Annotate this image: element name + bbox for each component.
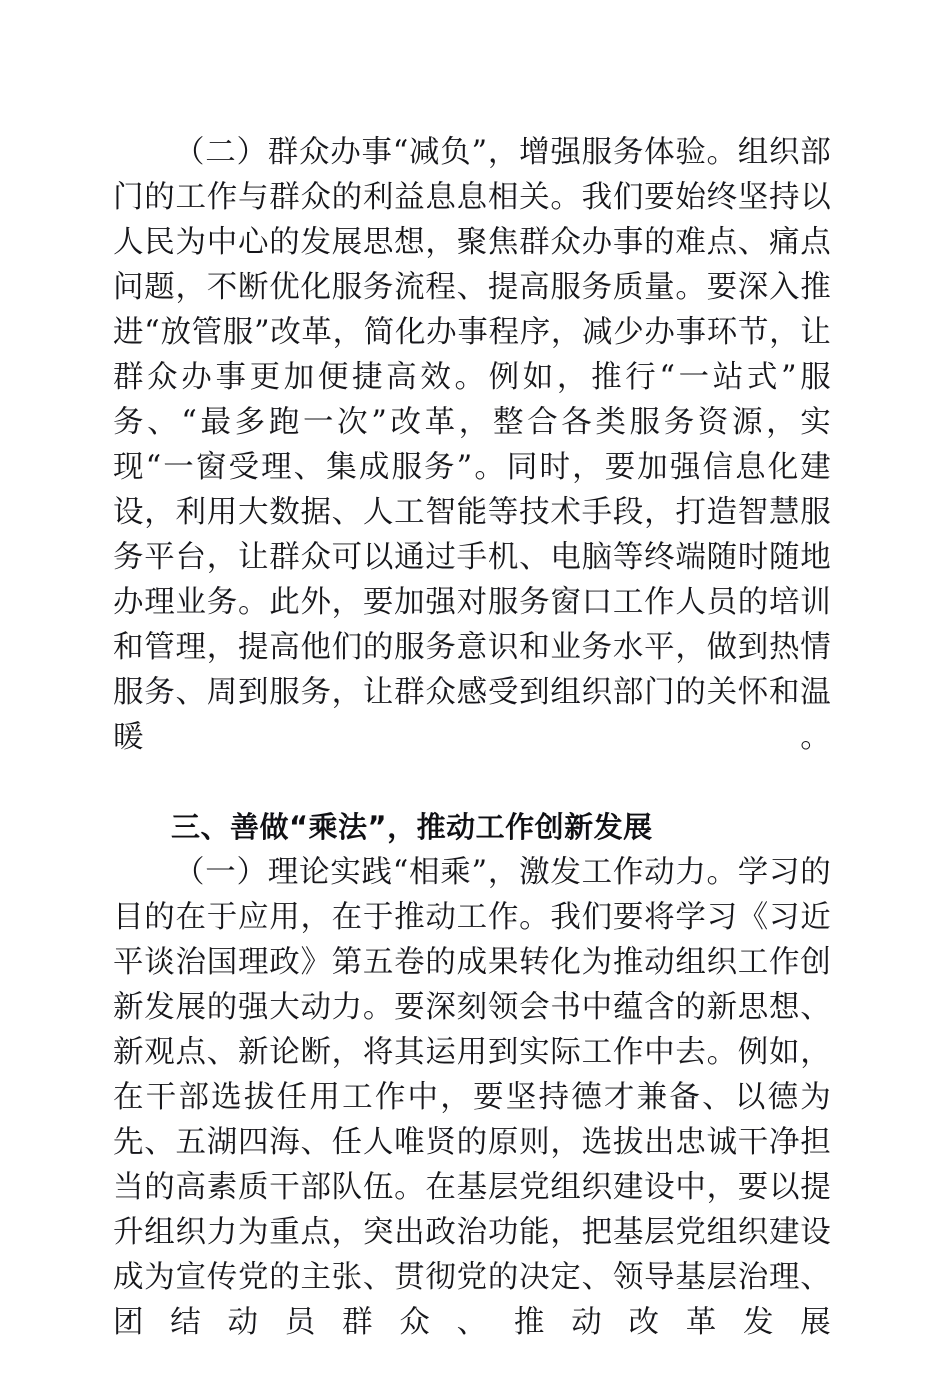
- paragraph-section2-item2: （二）群众办事“减负”，增强服务体验。组织部门的工作与群众的利益息息相关。我们要始终坚持以人民为中心的发展思想，聚焦群众办事的难点、痛点问题，不断优化服务流程、提高服务质量。要深入推进“放管服”改革，简化办事程序，减少办事环节，让群众办事更加便捷高效。例如，推行“一站式”服务、“最多跑一次”改革，整合各类服务资源，实现“一窗受理、集成服务”。同时，要加强信息化建设，利用大数据、人工智能等技术手段，打造智慧服务平台，让群众可以通过手机、电脑等终端随时随地办理业务。此外，要加强对服务窗口工作人员的培训和管理，提高他们的服务意识和业务水平，做到热情服务、周到服务，让群众感受到组织部门的关怀和温暖。: [113, 135, 831, 755]
- page-content: [113, 130, 831, 1390]
- paragraph-section3-item1: （一）理论实践“相乘”，激发工作动力。学习的目的在于应用，在于推动工作。我们要将学习《习近平谈治国理政》第五卷的成果转化为推动组织工作创新发展的强大动力。要深刻领会书中蕴含的新思想、新观点、新论断，将其运用到实际工作中去。例如，在干部选拔任用工作中，要坚持德才兼备、以德为先、五湖四海、任人唯贤的原则，选拔出忠诚干净担当的高素质干部队伍。在基层党组织建设中，要以提升组织力为重点，突出政治功能，把基层党组织建设成为宣传党的主张、贯彻党的决定、领导基层治理、团结动员群众、推动改革发展: [113, 855, 831, 1340]
- section-heading-three: 三、善做“乘法”，推动工作创新发展: [171, 810, 653, 844]
